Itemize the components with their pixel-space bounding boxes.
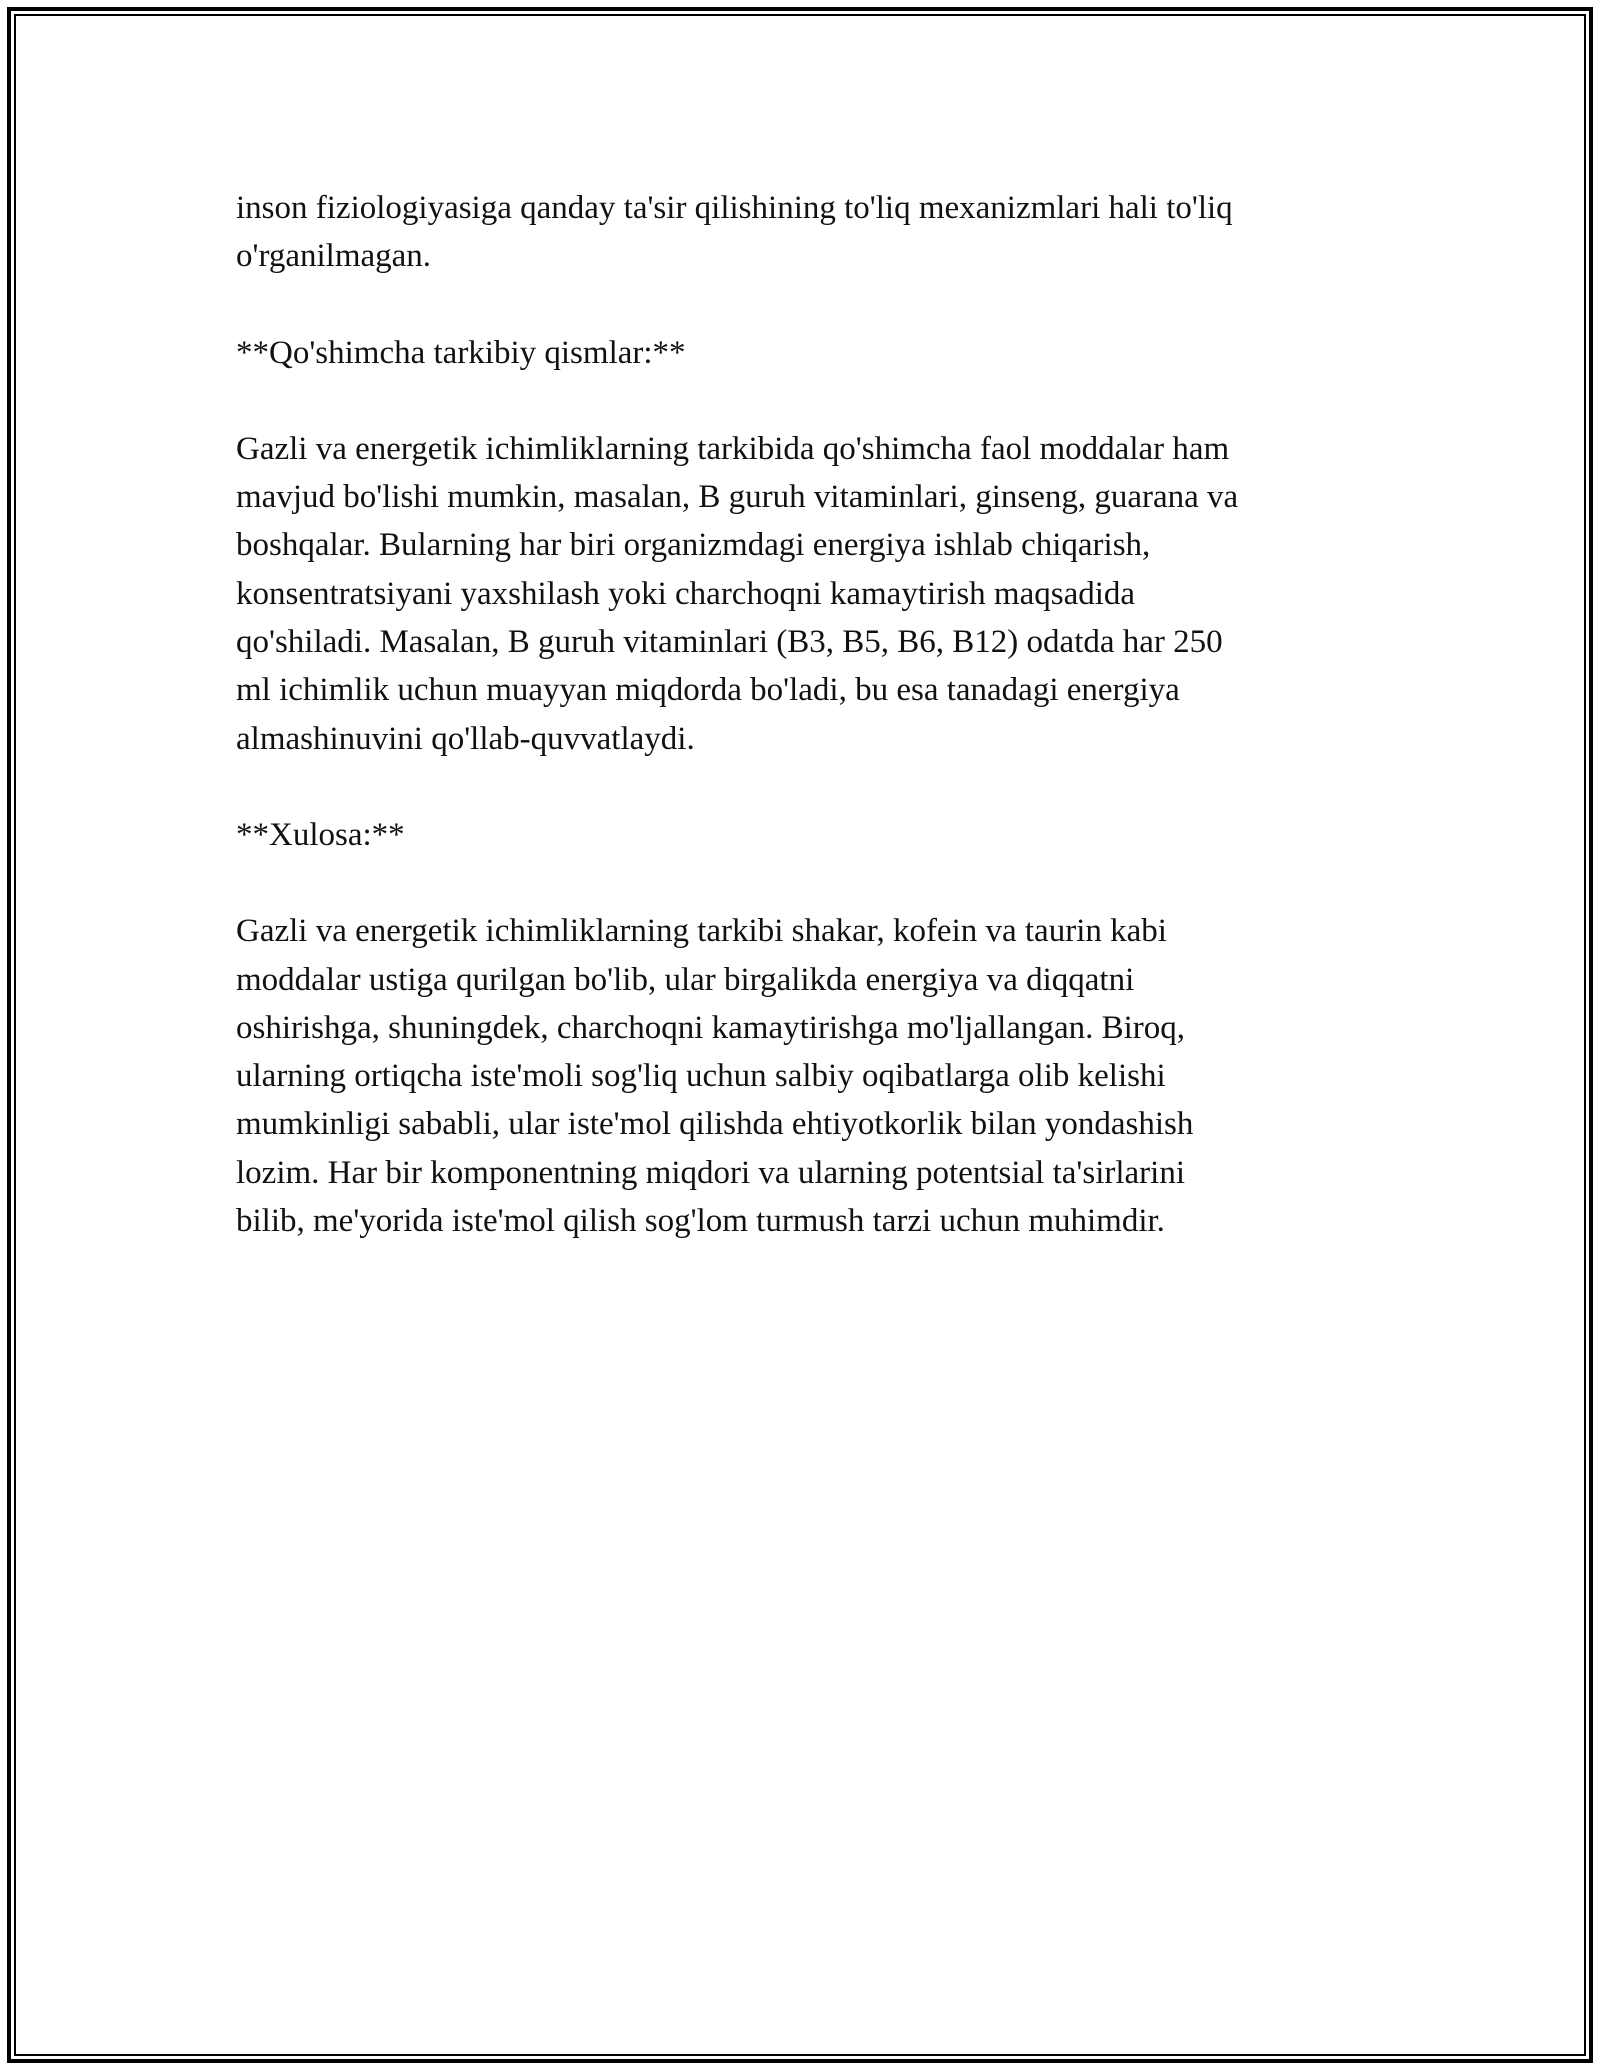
paragraph-intro-continuation: inson fiziologiyasiga qanday ta'sir qilishining to'liq mexanizmlari hali to'liq o'rganilmagan. [236, 190, 1233, 275]
document-body [236, 184, 1356, 1245]
heading-conclusion: **Xulosa:** [236, 816, 405, 853]
paragraph-additional-components: Gazli va energetik ichimliklarning tarkibida qo'shimcha faol moddalar ham mavjud bo'lishi mumkin, masalan, B guruh vitaminlari, ginseng, guarana va boshqalar. Bularning har biri organizmdagi energiya ishlab chiqarish, konsentratsiyani yaxshilash yoki charchoqni kamaytirish maqsadida qo'shiladi. Masalan, B guruh vitaminlari (B3, B5, B6, B12) odatda har 250 ml ichimlik uchun muayyan miqdorda bo'ladi, bu esa tanadagi energiya almashinuvini qo'llab-quvvatlaydi. [236, 430, 1239, 757]
paragraph-conclusion: Gazli va energetik ichimliklarning tarkibi shakar, kofein va taurin kabi moddalar ustiga qurilgan bo'lib, ular birgalikda energiya va diqqatni oshirishga, shuningdek, charchoqni kamaytirishga mo'ljallangan. Biroq, ularning ortiqcha iste'moli sog'liq uchun salbiy oqibatlarga olib kelishi mumkinligi sababli, ular iste'mol qilishda ehtiyotkorlik bilan yondashish lozim. Har bir komponentning miqdori va ularning potentsial ta'sirlarini bilib, me'yorida iste'mol qilish sog'lom turmush tarzi uchun muhimdir. [236, 913, 1194, 1240]
heading-additional-components: **Qo'shimcha tarkibiy qismlar:** [236, 334, 686, 371]
